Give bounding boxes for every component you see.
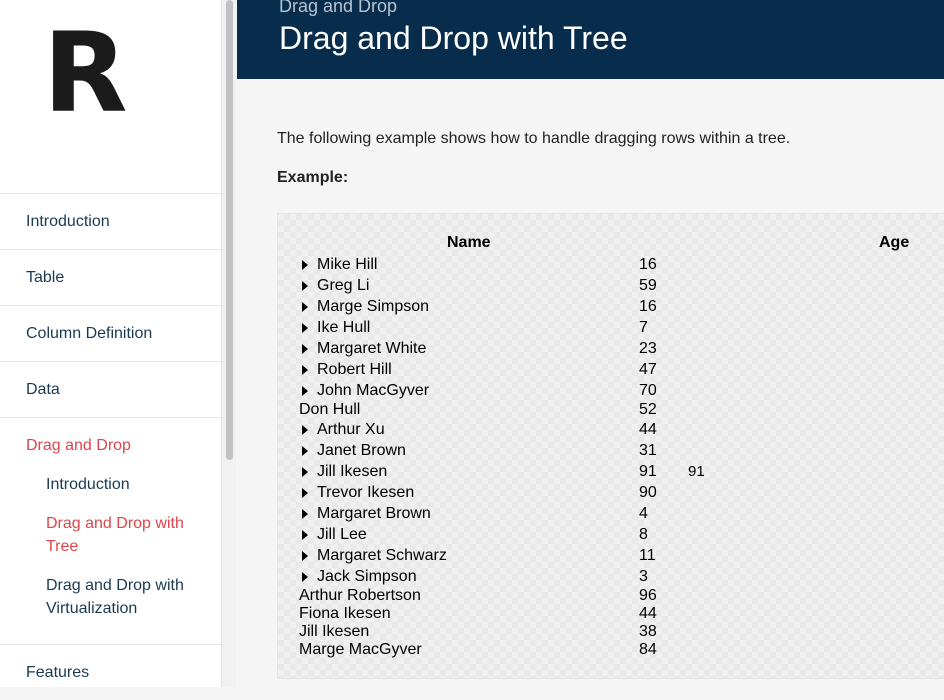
sidebar-item-data[interactable]: Data	[0, 361, 221, 417]
row-extra-value: 91	[688, 463, 705, 480]
row-age: 7	[639, 319, 648, 336]
row-name: Fiona Ikesen	[299, 605, 391, 622]
expand-caret-icon[interactable]	[302, 572, 308, 582]
row-age: 38	[639, 623, 657, 640]
expand-caret-icon[interactable]	[302, 302, 308, 312]
row-age: 90	[639, 484, 657, 501]
table-row[interactable]	[278, 525, 878, 545]
row-age: 84	[639, 641, 657, 658]
row-age: 8	[639, 526, 648, 543]
row-age: 3	[639, 568, 648, 585]
table-row[interactable]	[278, 297, 878, 317]
column-header-age[interactable]: Age	[879, 234, 910, 251]
table-row[interactable]	[278, 586, 878, 606]
row-name: Arthur Xu	[317, 421, 385, 438]
sidebar-subitem-drag-and-drop-with-virtualization[interactable]: Drag and Drop with Virtualization	[46, 577, 184, 617]
row-age: 16	[639, 298, 657, 315]
row-name: Robert Hill	[317, 361, 392, 378]
row-age: 70	[639, 382, 657, 399]
table-row[interactable]	[278, 276, 878, 296]
sidebar-item-table[interactable]: Table	[0, 249, 221, 305]
expand-caret-icon[interactable]	[302, 425, 308, 435]
table-row[interactable]	[278, 604, 878, 624]
table-row[interactable]	[278, 504, 878, 524]
row-age: 44	[639, 421, 657, 438]
sidebar-group-drag-and-drop	[0, 417, 221, 644]
expand-caret-icon[interactable]	[302, 509, 308, 519]
logo: R	[43, 9, 126, 137]
row-name: Ike Hull	[317, 319, 371, 336]
row-age: 16	[639, 256, 657, 273]
expand-caret-icon[interactable]	[302, 323, 308, 333]
page-header	[237, 0, 944, 79]
expand-caret-icon[interactable]	[302, 281, 308, 291]
row-age: 44	[639, 605, 657, 622]
row-name: Mike Hill	[317, 256, 378, 273]
expand-caret-icon[interactable]	[302, 446, 308, 456]
row-name: Arthur Robertson	[299, 587, 421, 604]
table-row[interactable]	[278, 255, 878, 275]
expand-caret-icon[interactable]	[302, 467, 308, 477]
sidebar-scrollbar-thumb[interactable]	[226, 0, 233, 460]
expand-caret-icon[interactable]	[302, 260, 308, 270]
sidebar-item-column-definition[interactable]: Column Definition	[0, 305, 221, 361]
table-row[interactable]	[278, 339, 878, 359]
table-row[interactable]	[278, 441, 878, 461]
expand-caret-icon[interactable]	[302, 551, 308, 561]
row-name: Greg Li	[317, 277, 370, 294]
sidebar-subitem-introduction[interactable]: Introduction	[46, 476, 130, 493]
row-age: 96	[639, 587, 657, 604]
table-row[interactable]	[278, 400, 878, 420]
table-row[interactable]	[278, 420, 878, 440]
row-age: 52	[639, 401, 657, 418]
sidebar-item-drag-and-drop[interactable]: Drag and Drop	[26, 437, 131, 454]
expand-caret-icon[interactable]	[302, 488, 308, 498]
sidebar-item-features[interactable]: Features	[0, 644, 221, 700]
sidebar-item-introduction[interactable]: Introduction	[0, 193, 221, 249]
breadcrumb: Drag and Drop	[279, 0, 398, 16]
expand-caret-icon[interactable]	[302, 530, 308, 540]
row-name: Jill Ikesen	[317, 463, 388, 480]
table-row[interactable]	[278, 381, 878, 401]
row-age: 47	[639, 361, 657, 378]
row-age: 11	[639, 547, 656, 564]
row-name: John MacGyver	[317, 382, 430, 399]
sidebar-nav	[0, 193, 221, 700]
table-row[interactable]	[278, 462, 878, 482]
row-name: Margaret Schwarz	[317, 547, 447, 564]
row-name: Margaret Brown	[317, 505, 431, 522]
row-name: Janet Brown	[317, 442, 406, 459]
row-name: Don Hull	[299, 401, 361, 418]
page-title: Drag and Drop with Tree	[279, 20, 628, 56]
column-header-name[interactable]: Name	[447, 234, 491, 251]
sidebar-subitem-drag-and-drop-with-tree[interactable]: Drag and Drop with Tree	[46, 515, 184, 555]
row-age: 4	[639, 505, 648, 522]
expand-caret-icon[interactable]	[302, 344, 308, 354]
row-name: Jack Simpson	[317, 568, 417, 585]
example-label: Example:	[277, 169, 349, 186]
page-description: The following example shows how to handle dragging rows within a tree.	[277, 130, 791, 147]
table-row[interactable]	[278, 640, 878, 660]
row-name: Jill Ikesen	[299, 623, 370, 640]
row-age: 59	[639, 277, 657, 294]
expand-caret-icon[interactable]	[302, 386, 308, 396]
row-age: 23	[639, 340, 657, 357]
row-name: Jill Lee	[317, 526, 367, 543]
row-name: Marge MacGyver	[299, 641, 422, 658]
table-row[interactable]	[278, 483, 878, 503]
row-name: Margaret White	[317, 340, 427, 357]
row-name: Trevor Ikesen	[317, 484, 415, 501]
table-row[interactable]	[278, 567, 878, 587]
row-age: 91	[639, 463, 657, 480]
sidebar	[0, 0, 222, 687]
row-age: 31	[639, 442, 657, 459]
table-row[interactable]	[278, 622, 878, 642]
table-row[interactable]	[278, 546, 878, 566]
expand-caret-icon[interactable]	[302, 365, 308, 375]
tree-table	[277, 213, 944, 679]
table-row[interactable]	[278, 360, 878, 380]
row-name: Marge Simpson	[317, 298, 430, 315]
table-row[interactable]	[278, 318, 878, 338]
